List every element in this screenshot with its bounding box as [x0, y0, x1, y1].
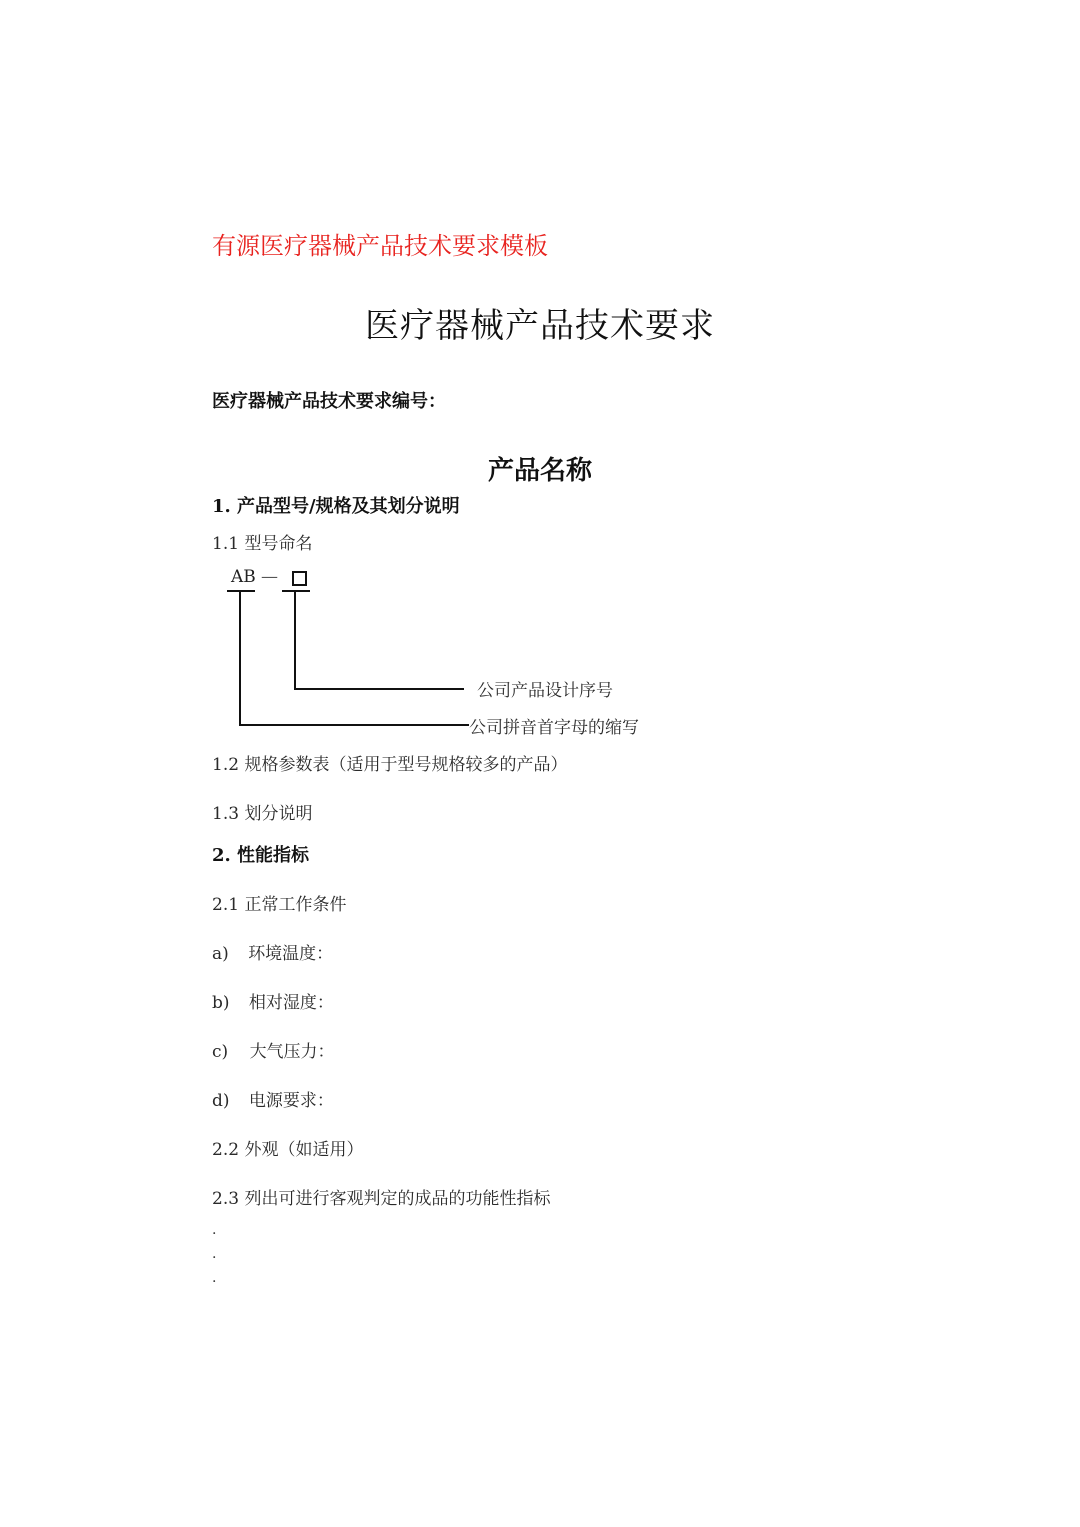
list-marker: d) — [212, 1091, 230, 1111]
ellipsis-dot: . — [212, 1246, 217, 1262]
section-1-1-heading: 1.1 型号命名 — [212, 534, 313, 554]
list-marker: b) — [212, 993, 230, 1013]
abbrev-connector-horizontal — [239, 724, 469, 726]
section-1-heading: 1. 产品型号/规格及其划分说明 — [212, 496, 460, 517]
list-marker: a) — [212, 944, 229, 964]
serial-label: 公司产品设计序号 — [477, 681, 613, 701]
section-2-2-heading: 2.2 外观（如适用） — [212, 1140, 364, 1160]
section-2-heading: 2. 性能指标 — [212, 845, 310, 866]
section-2-1-heading: 2.1 正常工作条件 — [212, 895, 347, 915]
document-title: 医疗器械产品技术要求 — [365, 306, 715, 346]
list-text: 电源要求： — [248, 1091, 334, 1111]
product-name-heading: 产品名称 — [487, 456, 592, 486]
abbrev-label: 公司拼音首字母的缩写 — [469, 718, 639, 738]
list-item — [212, 1037, 335, 1062]
section-1-2-heading: 1.2 规格参数表（适用于型号规格较多的产品） — [212, 755, 568, 775]
template-title: 有源医疗器械产品技术要求模板 — [212, 232, 548, 260]
list-item — [212, 988, 334, 1013]
box-underline — [282, 590, 310, 592]
section-1-3-heading: 1.3 划分说明 — [212, 804, 313, 824]
ellipsis-dot: . — [212, 1270, 217, 1286]
list-item — [212, 939, 333, 964]
model-dash: — — [261, 567, 278, 587]
list-marker: c) — [212, 1042, 229, 1062]
list-text: 大气压力： — [249, 1042, 335, 1062]
prefix-underline — [227, 590, 255, 592]
ellipsis-dot: . — [212, 1222, 217, 1238]
list-item — [212, 1086, 334, 1111]
section-2-3-heading: 2.3 列出可进行客观判定的成品的功能性指标 — [212, 1189, 551, 1209]
model-serial-box — [292, 571, 307, 586]
abbrev-connector-vertical — [239, 590, 241, 726]
model-prefix: AB — [231, 567, 256, 587]
serial-connector-horizontal — [294, 688, 464, 690]
list-text: 相对湿度： — [248, 993, 334, 1013]
serial-connector-vertical — [294, 590, 296, 690]
document-number-label: 医疗器械产品技术要求编号： — [212, 391, 446, 412]
list-text: 环境温度： — [248, 944, 334, 964]
